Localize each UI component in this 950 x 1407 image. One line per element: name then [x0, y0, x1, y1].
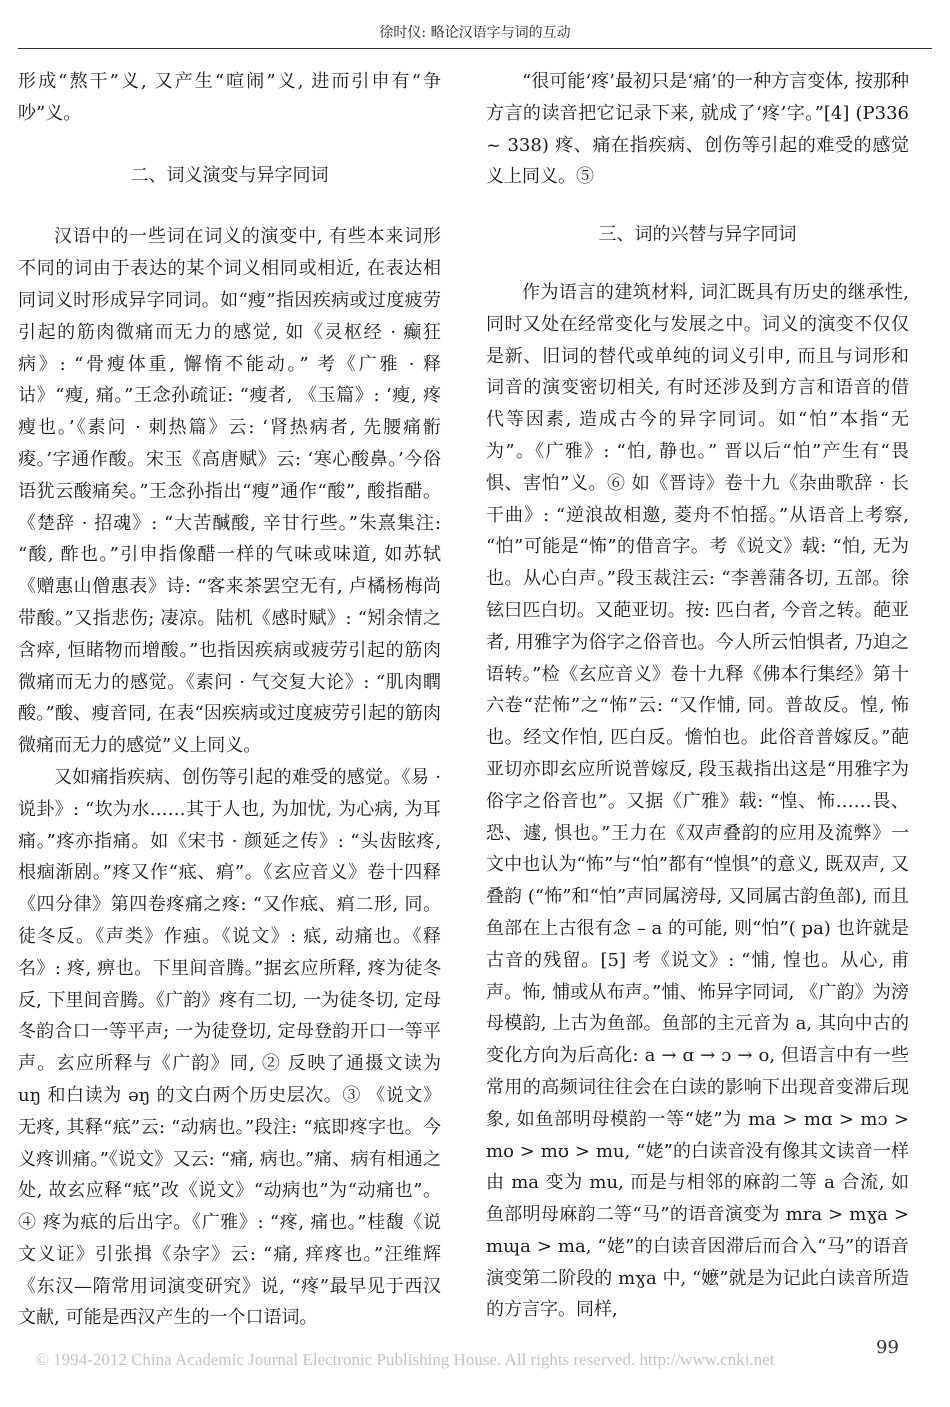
- copyright-footer: © 1994-2012 China Academic Journal Electronic Publishing House. All rights reserved. http://www.cnki.net: [36, 1350, 775, 1369]
- running-header: 徐时仪: 略论汉语字与词的互动: [379, 25, 571, 41]
- body-paragraph: 汉语中的一些词在词义的演变中, 有些本来词形不同的词由于表达的某个词义相同或相近, 在表达相同词义时形成异字同词。如“瘦”指因疾病或过度疲劳引起的筋肉微痛而无力的感觉, 如《灵枢经 · 癫狂病》: “骨瘦体重, 懈惰不能动。” 考《广雅 · 释诂》“瘦, 痛。”王念孙疏证: “瘦者, 《玉篇》: ‘瘦, 疼瘦也。’《素问 · 刺热篇》云: ‘肾热病者, 先腰痛䯒痠。’字通作酸。宋玉《高唐赋》云: ‘寒心酸鼻。’今俗语犹云酸痛矣。”王念孙指出“瘦”通作“酸”, 酸指醋。《楚辞 · 招魂》: “大苦醎酸, 辛甘行些。”朱熹集注: “酸, 酢也。”引申指像醋一样的气味或味道, 如苏轼《赠惠山僧惠表》诗: “客来茶罢空无有, 卢橘杨梅尚带酸。”又指悲伤; 凄凉。陆机《感时赋》: “矧余情之含瘁, 恒睹物而增酸。”也指因疾病或疲劳引起的筋肉微痛而无力的感觉。《素问 · 气交复大论》: “肌肉瞤酸。”酸、瘦音同, 在表“因疾病或过度疲劳引起的筋肉微痛而无力的感觉”义上同义。: [18, 226, 441, 757]
- section-heading: 二、词义演变与异字同词: [130, 164, 329, 186]
- body-paragraph: 作为语言的建筑材料, 词汇既具有历史的继承性, 同时又处在经常变化与发展之中。词义的演变不仅仅是新、旧词的替代或单纯的词义引申, 而且与词形和词音的演变密切相关, 有时还涉及到方言和语音的借代等因素, 造成古今的异字同词。如“怕”本指“无为”。《广雅》: “怕, 静也。” 晋以后“怕”产生有“畏惧、害怕”义。⑥ 如《晋诗》卷十九《杂曲歌辞 · 长干曲》: “逆浪故相邀, 菱舟不怕摇。”从语音上考察, “怕”可能是“怖”的借音字。考《说文》载: “怕, 无为也。从心白声。”段玉裁注云: “李善蒲各切, 五部。徐铉曰匹白切。又葩亚切。按: 匹白者, 今音之转。葩亚者, 用雅字为俗字之俗音也。今人所云怕惧者, 乃迫之语转。”检《玄应音义》卷十九释《佛本行集经》第十六卷“茫怖”之“怖”云: “又作悑, 同。普故反。惶, 怖也。经文作怕, 匹白反。憺怕也。此俗音普嫁反。”葩亚切亦即玄应所说普嫁反, 段玉裁指出这是“用雅字为俗字之俗音也”。又据《广雅》载: “惶、怖……畏、恐、遽, 惧也。”王力在《双声叠韵的应用及流弊》一文中也认为“怖”与“怕”都有“惶惧”的意义, 既双声, 又叠韵 (“怖”和“怕”声同属滂母, 又同属古韵鱼部), 而且鱼部在上古很有念 – a 的可能, 则“怕”( pa) 也许就是古音的残留。[5] 考《说文》: “悑, 惶也。从心, 甫声。怖, 悑或从布声。”悑、怖异字同词, 《广韵》为滂母模韵, 上古为鱼部。鱼部的主元音为 a, 其向中古的变化方向为后高化: a → ɑ → ɔ → o, 但语言中有一些常用的高频词往往会在白读的影响下出现音变滞后现象, 如鱼部明母模韵一等“姥”为 ma > mɑ > mɔ > mo > mʊ > mu, “姥”的白读音没有像其文读音一样由 ma 变为 mu, 而是与相邻的麻韵二等 a 合流, 如鱼部明母麻韵二等“马”的语音演变为 mra > mɣa > mɰa > ma, “姥”的白读音因滞后而合入“马”的语音演变第二阶段的 mɣa 中, “嬷”就是为记此白读音所造的方言字。同样,: [486, 281, 909, 1321]
- page-number: 99: [876, 1337, 899, 1358]
- section-heading: 三、词的兴替与异字同词: [598, 224, 797, 246]
- body-paragraph: “很可能‘疼’最初只是‘痛’的一种方言变体, 按那种方言的读音把它记录下来, 就成了‘疼’字。”[4] (P336 ~ 338) 疼、痛在指疾病、创伤等引起的难受的感觉义上同义。⑤: [486, 71, 909, 188]
- right-column: [486, 66, 909, 1326]
- left-column: [18, 66, 441, 1334]
- body-paragraph: 形成“熬干”义, 又产生“喧闹”义, 进而引申有“争吵”义。: [18, 71, 441, 124]
- header-divider: [18, 48, 932, 49]
- body-paragraph: 又如痛指疾病、创伤等引起的难受的感觉。《易 · 说卦》: “坎为水……其于人也, 为加忧, 为心病, 为耳痛。”疼亦指痛。如《宋书 · 颜延之传》: “头齿眩疼, 根痼渐剧。”疼又作“疷、㾓”。《玄应音义》卷十四释《四分律》第四卷疼痛之疼: “又作疷、㾓二形, 同。徒冬反。《声类》作痋。《说文》: 疷, 动痛也。《释名》: 疼, 痹也。下里间音腾。”据玄应所释, 疼为徒冬反, 下里间音腾。《广韵》疼有二切, 一为徒冬切, 定母冬韵合口一等平声; 一为徒登切, 定母登韵开口一等平声。玄应所释与《广韵》同, ② 反映了通摄文读为 uŋ 和白读为 əŋ 的文白两个历史层次。③ 《说文》无疼, 其释“疷”云: “动病也。”段注: “疷即疼字也。今义疼训痛。”《说文》又云: “痛, 病也。”痛、病有相通之处, 故玄应释“疷”改《说文》“动病也”为“动痛也”。④ 疼为疷的后出字。《广雅》: “疼, 痛也。”桂馥《说文义证》引张揖《杂字》云: “痛, 痒疼也。”汪维辉《东汉—隋常用词演变研究》说, “疼”最早见于西汉文献, 可能是西汉产生的一个口语词。: [18, 766, 441, 1329]
